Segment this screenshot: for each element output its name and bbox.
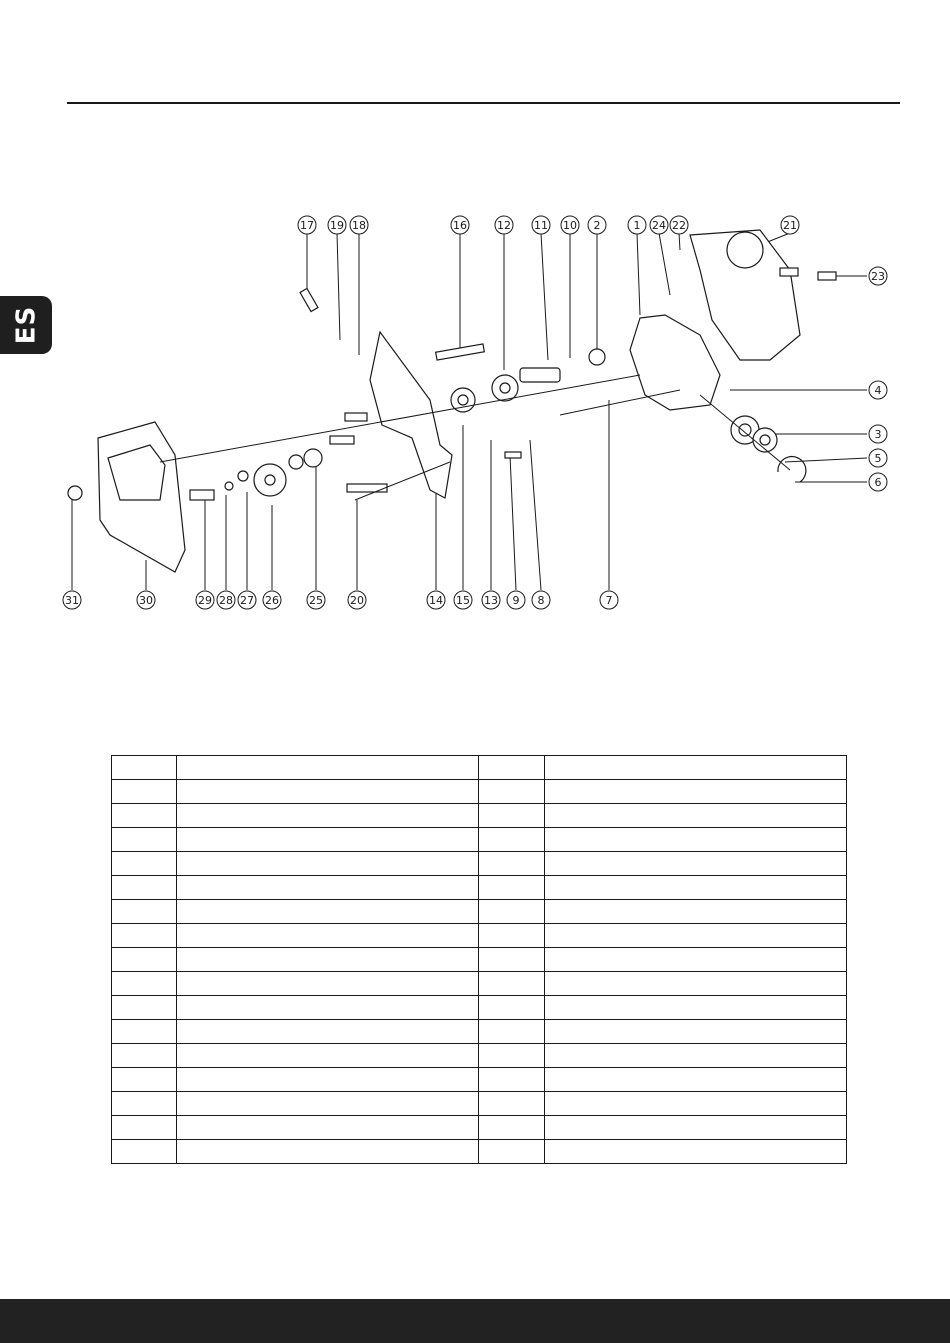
part-number-cell [479, 828, 544, 852]
table-row [112, 996, 847, 1020]
callout-label: 12 [497, 219, 511, 232]
part-number-cell [112, 972, 177, 996]
part-description-cell [544, 1092, 846, 1116]
part-description-cell [544, 900, 846, 924]
callout-labels-bottom [65, 594, 613, 607]
table-row [112, 1092, 847, 1116]
part-description-cell [177, 1020, 479, 1044]
part-number-cell [479, 780, 544, 804]
part-description-cell [177, 996, 479, 1020]
table-row [112, 1044, 847, 1068]
callout-label: 21 [783, 219, 797, 232]
part-description-cell [177, 1044, 479, 1068]
part-description-cell [544, 804, 846, 828]
part-number-cell [479, 756, 544, 780]
callout-label: 13 [484, 594, 498, 607]
table-row [112, 756, 847, 780]
part-description-cell [177, 948, 479, 972]
callout-label: 20 [350, 594, 364, 607]
table-row [112, 852, 847, 876]
callout-label: 26 [265, 594, 279, 607]
parts-table [111, 755, 847, 1164]
part-number-cell [479, 1140, 544, 1164]
part-number-cell [479, 972, 544, 996]
callout-label: 27 [240, 594, 254, 607]
part-number-cell [112, 1044, 177, 1068]
part-description-cell [544, 1116, 846, 1140]
part-number-cell [112, 876, 177, 900]
part-description-cell [177, 828, 479, 852]
part-description-cell [177, 972, 479, 996]
callout-label: 3 [874, 428, 882, 441]
part-description-cell [544, 828, 846, 852]
part-description-cell [544, 876, 846, 900]
callout-label: 24 [652, 219, 666, 232]
callout-label: 16 [453, 219, 467, 232]
part-description-cell [544, 948, 846, 972]
callout-label: 9 [512, 594, 520, 607]
part-description-cell [544, 780, 846, 804]
part-number-cell [479, 1068, 544, 1092]
callout-label: 19 [330, 219, 344, 232]
part-description-cell [177, 1140, 479, 1164]
parts-table-body [112, 756, 847, 1164]
part-number-cell [112, 996, 177, 1020]
part-description-cell [177, 1092, 479, 1116]
part-number-cell [479, 1116, 544, 1140]
part-number-cell [112, 1140, 177, 1164]
callout-label: 2 [593, 219, 601, 232]
part-number-cell [479, 1020, 544, 1044]
callout-label: 15 [456, 594, 470, 607]
part-number-cell [479, 948, 544, 972]
part-description-cell [177, 804, 479, 828]
part-number-cell [479, 876, 544, 900]
table-row [112, 1116, 847, 1140]
part-number-cell [112, 900, 177, 924]
table-row [112, 828, 847, 852]
part-description-cell [177, 924, 479, 948]
part-description-cell [177, 1116, 479, 1140]
table-row [112, 972, 847, 996]
part-description-cell [177, 756, 479, 780]
callout-label: 10 [563, 219, 577, 232]
callout-label: 17 [300, 219, 314, 232]
part-number-cell [112, 924, 177, 948]
callout-label: 22 [672, 219, 686, 232]
header-rule [67, 102, 900, 104]
part-description-cell [177, 1068, 479, 1092]
callout-label: 31 [65, 594, 79, 607]
table-row [112, 948, 847, 972]
part-description-cell [544, 1044, 846, 1068]
callout-label: 11 [534, 219, 548, 232]
part-number-cell [479, 924, 544, 948]
part-description-cell [544, 924, 846, 948]
table-row [112, 804, 847, 828]
callout-label: 30 [139, 594, 153, 607]
part-number-cell [479, 996, 544, 1020]
part-number-cell [112, 804, 177, 828]
part-number-cell [112, 756, 177, 780]
part-description-cell [544, 1068, 846, 1092]
table-row [112, 1140, 847, 1164]
table-row [112, 876, 847, 900]
part-shapes [68, 230, 836, 572]
callout-label: 4 [874, 384, 882, 397]
table-row [112, 780, 847, 804]
part-description-cell [544, 972, 846, 996]
part-number-cell [112, 1092, 177, 1116]
part-number-cell [112, 828, 177, 852]
part-description-cell [177, 876, 479, 900]
callout-label: 1 [633, 219, 641, 232]
part-number-cell [112, 780, 177, 804]
footer-bar [0, 1299, 950, 1343]
part-description-cell [177, 900, 479, 924]
part-number-cell [479, 852, 544, 876]
callout-label: 29 [198, 594, 212, 607]
table-row [112, 1068, 847, 1092]
part-description-cell [544, 852, 846, 876]
callout-label: 25 [309, 594, 323, 607]
part-number-cell [112, 1020, 177, 1044]
callout-label: 18 [352, 219, 366, 232]
callout-label: 28 [219, 594, 233, 607]
part-number-cell [479, 804, 544, 828]
callout-label: 5 [874, 452, 882, 465]
part-number-cell [112, 1068, 177, 1092]
part-description-cell [544, 1140, 846, 1164]
table-row [112, 1020, 847, 1044]
callout-label: 7 [605, 594, 613, 607]
callout-label: 6 [874, 476, 882, 489]
part-description-cell [544, 756, 846, 780]
callout-label: 14 [429, 594, 443, 607]
table-row [112, 924, 847, 948]
part-number-cell [479, 1092, 544, 1116]
part-number-cell [112, 852, 177, 876]
part-description-cell [544, 996, 846, 1020]
callouts-top [298, 216, 799, 234]
part-number-cell [112, 948, 177, 972]
exploded-parts-diagram [0, 200, 950, 620]
language-tab-label: ES [11, 305, 41, 345]
part-number-cell [479, 900, 544, 924]
callout-label: 23 [871, 270, 885, 283]
part-number-cell [112, 1116, 177, 1140]
part-description-cell [177, 852, 479, 876]
table-row [112, 900, 847, 924]
part-description-cell [177, 780, 479, 804]
callout-label: 8 [537, 594, 545, 607]
part-description-cell [544, 1020, 846, 1044]
part-number-cell [479, 1044, 544, 1068]
